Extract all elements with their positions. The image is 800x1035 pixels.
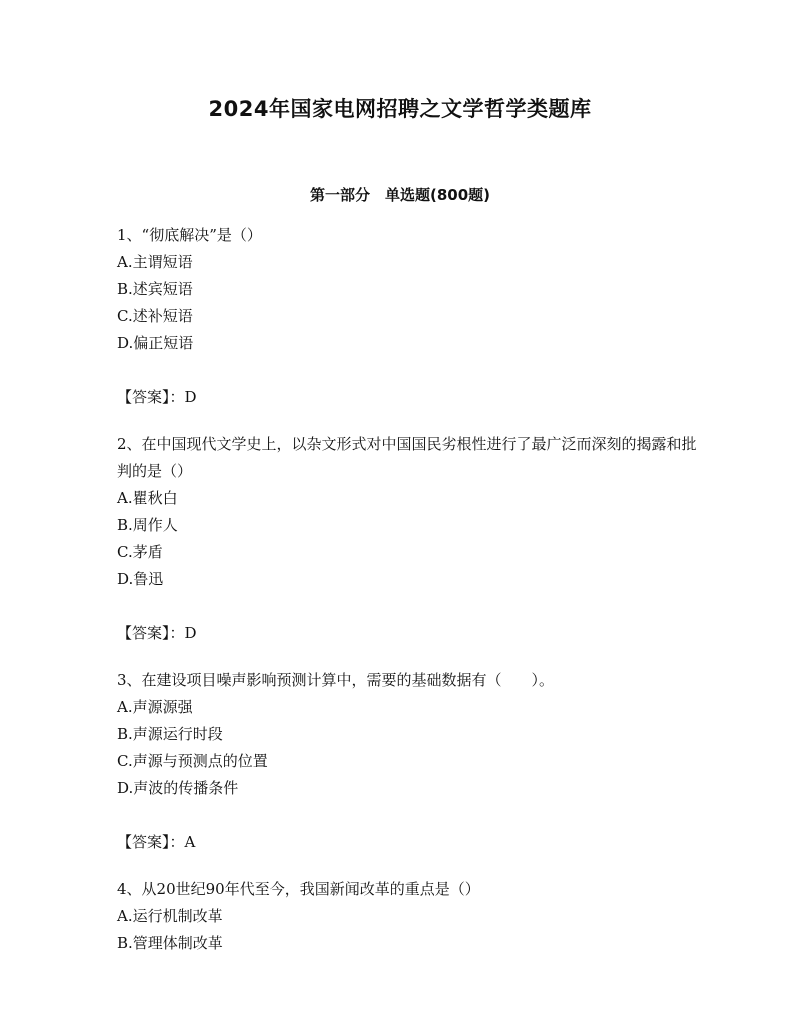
option-c: C.述补短语 xyxy=(117,307,193,325)
option-b: B.声源运行时段 xyxy=(117,725,223,743)
option-a: A.运行机制改革 xyxy=(117,907,223,925)
option-d: D.偏正短语 xyxy=(117,334,194,352)
option-c: C.声源与预测点的位置 xyxy=(117,752,268,770)
option-a: A.瞿秋白 xyxy=(117,489,178,507)
question-stem: 3、在建设项目噪声影响预测计算中，需要的基础数据有（ ）。 xyxy=(117,671,555,689)
question-item xyxy=(117,431,697,647)
section-title: 第一部分 单选题(800题) xyxy=(309,186,491,204)
option-a: A.主谓短语 xyxy=(117,253,193,271)
option-d: D.声波的传播条件 xyxy=(117,779,239,797)
question-item xyxy=(117,876,697,957)
option-a: A.声源源强 xyxy=(117,698,193,716)
option-c: C.茅盾 xyxy=(117,543,163,561)
question-stem: 4、从20世纪90年代至今，我国新闻改革的重点是（） xyxy=(117,880,480,898)
option-d: D.鲁迅 xyxy=(117,570,164,588)
question-item xyxy=(117,667,697,856)
option-b: B.管理体制改革 xyxy=(117,934,223,952)
question-stem: 1、“彻底解决”是（） xyxy=(117,226,262,244)
option-b: B.周作人 xyxy=(117,516,178,534)
answer-line: 【答案】：D xyxy=(117,624,197,642)
option-b: B.述宾短语 xyxy=(117,280,193,298)
answer-line: 【答案】：A xyxy=(117,833,196,851)
question-list xyxy=(117,222,697,957)
question-stem: 2、在中国现代文学史上，以杂文形式对中国国民劣根性进行了最广泛而深刻的揭露和批判的是（） xyxy=(117,435,697,480)
document-title: 2024年国家电网招聘之文学哲学类题库 xyxy=(208,97,592,121)
answer-line: 【答案】：D xyxy=(117,388,197,406)
question-item xyxy=(117,222,697,411)
